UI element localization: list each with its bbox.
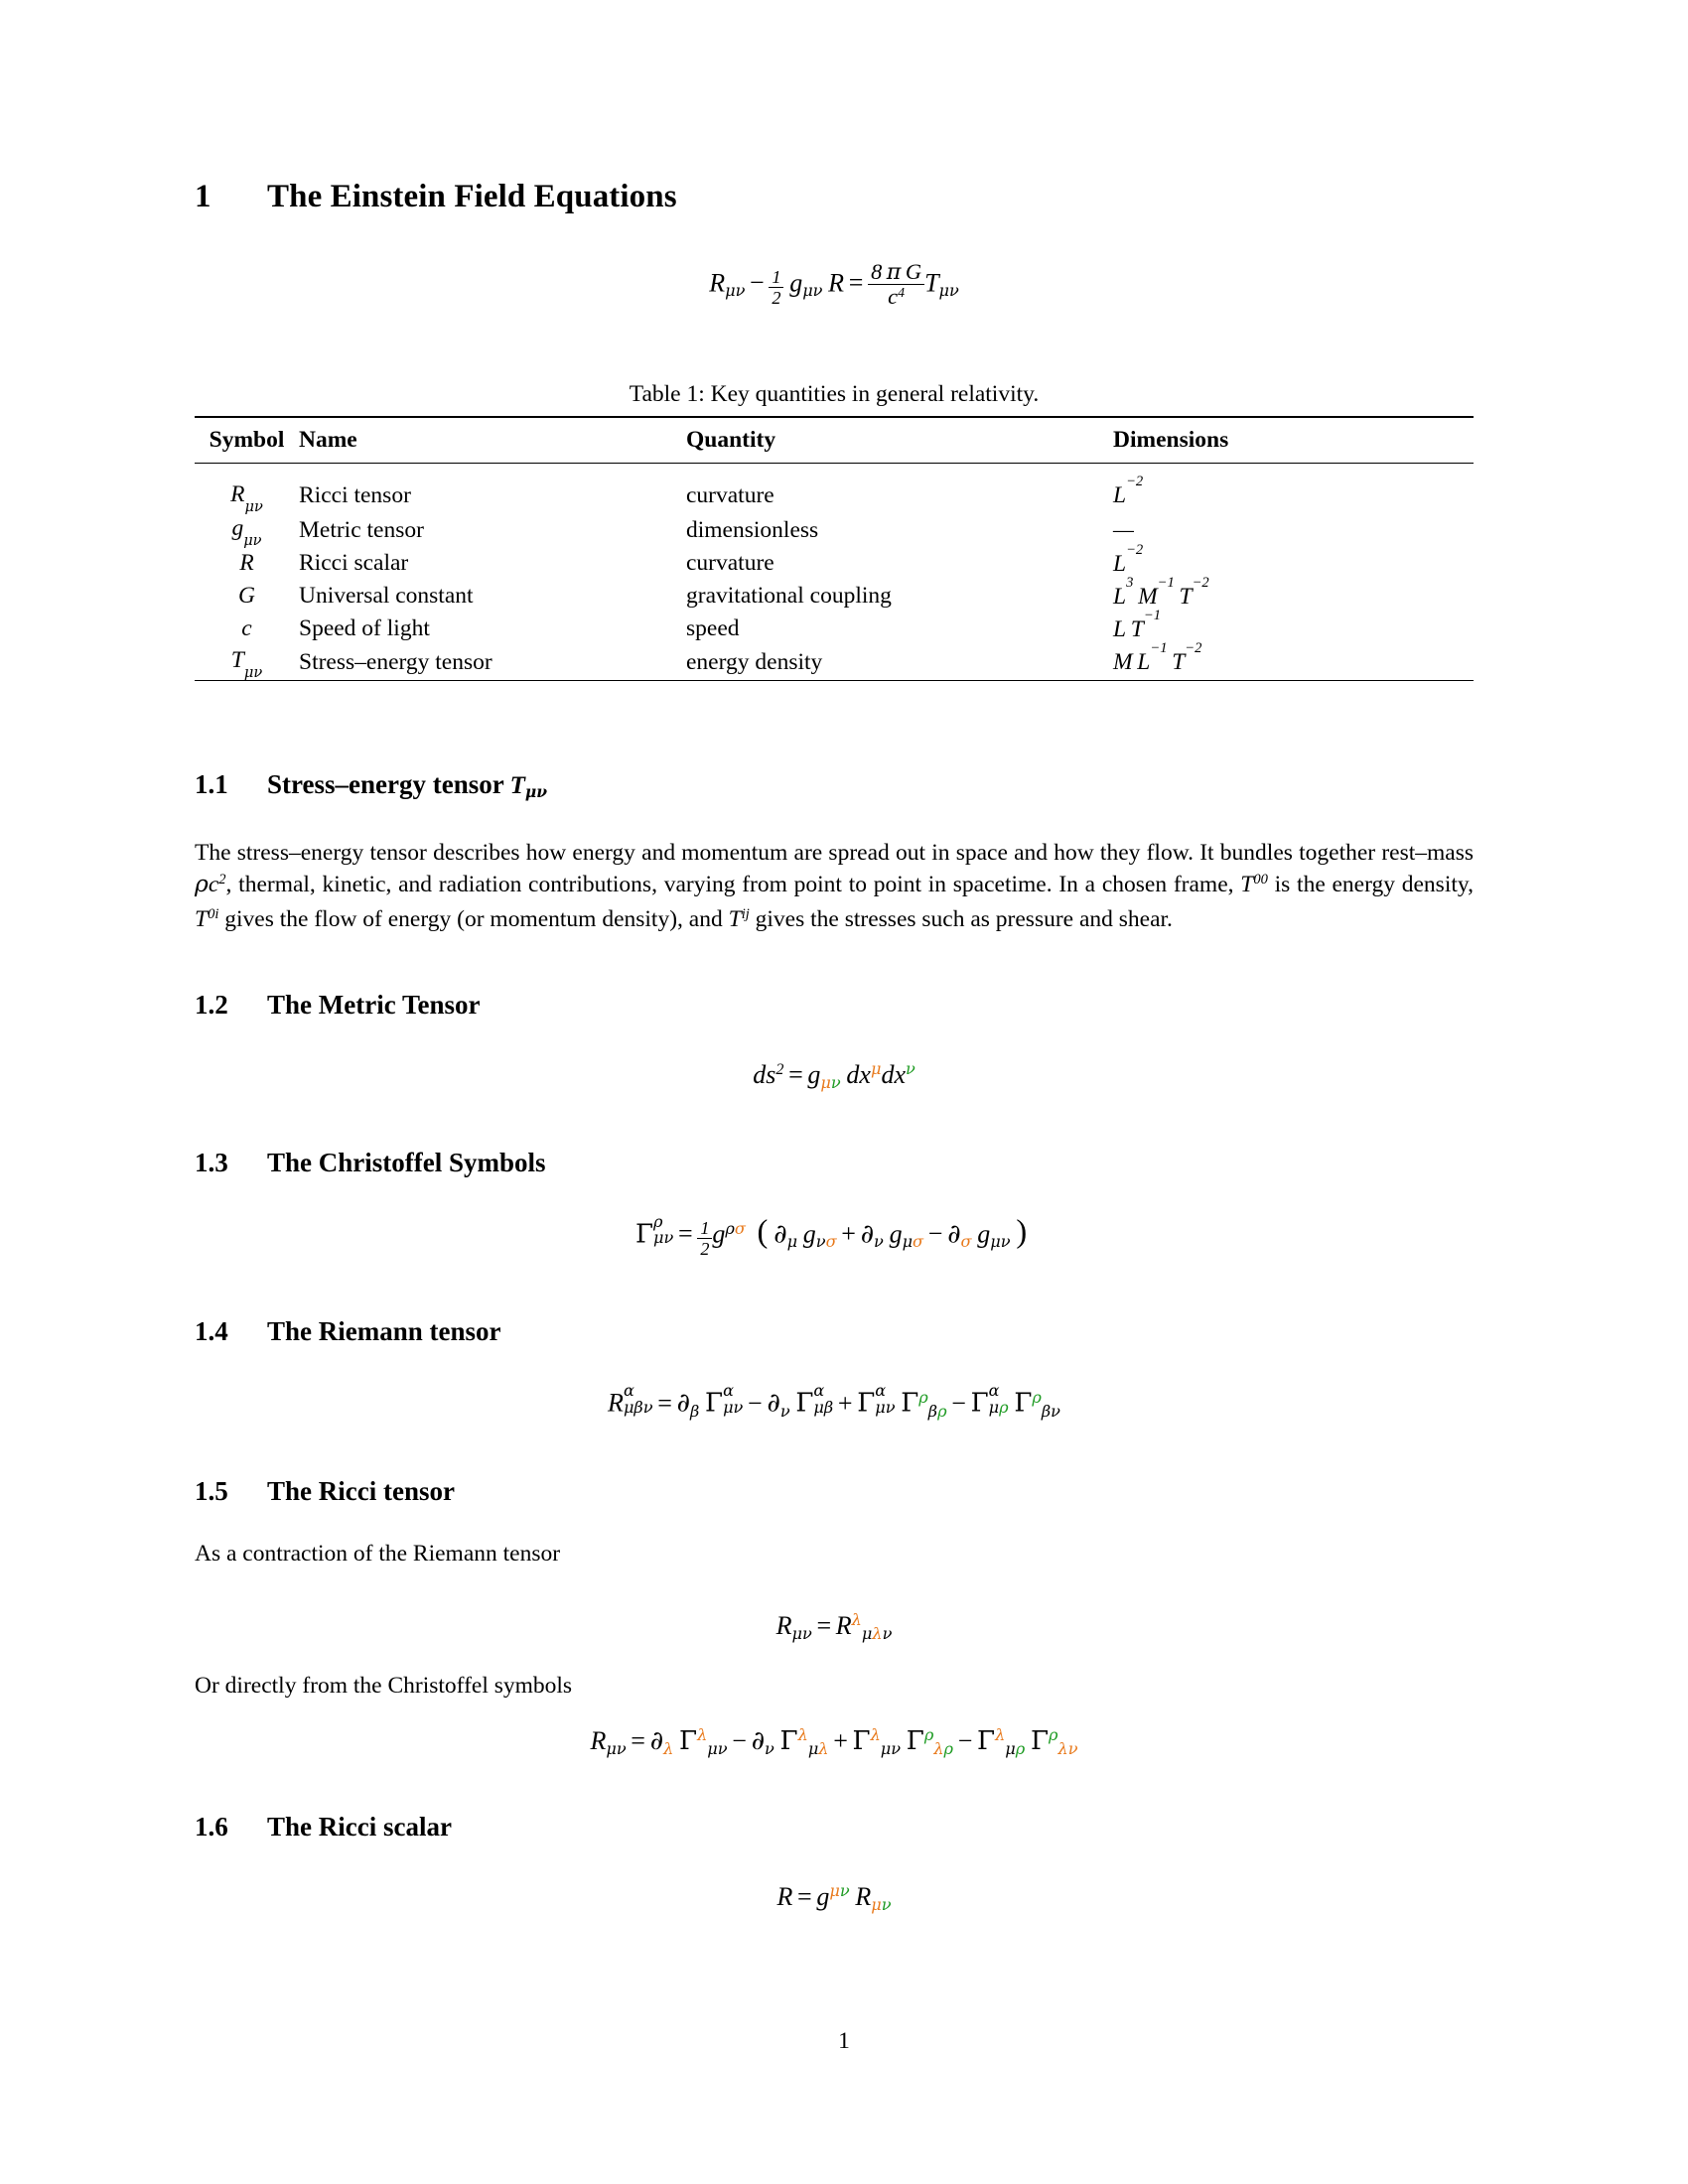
row-name: Ricci tensor — [299, 481, 411, 508]
row-quantity: speed — [686, 615, 740, 641]
section-heading-1-6 — [195, 1812, 1474, 1843]
section-number: 1 — [195, 179, 211, 214]
table-header-quantity: Quantity — [686, 417, 1113, 464]
equation-metric-tensor: $ds^2 = g\mu\nu$ $dx^\mu dx^\nu$ — [753, 1059, 915, 1092]
section-title: The Christoffel Symbols — [267, 1148, 546, 1178]
row-symbol: $g_{\mu\nu}$ — [231, 515, 262, 550]
section-heading-1-1 — [195, 769, 1474, 800]
section-title-math: Tμν — [509, 771, 548, 802]
table-row — [195, 478, 1474, 513]
row-symbol: c — [241, 615, 252, 641]
equation-ricci-christoffel: Rμν = ∂λ $\Gamma^\lambda\mu\nu - \partial\nu$ $\Gamma^\lambda\mu\lambda + \Gamma^\lambda\mu\nu$ $\Gamma^\rho\lambda\rho - \Gamma^\lambda\mu\rho$ $\Gamma^\rho\lambda\nu$ — [590, 1724, 1078, 1758]
section-number: 1.2 — [195, 990, 228, 1021]
equation-christoffel-symbols: Γ ρ μν = $\frac{1}{2}$ $g^{\rho\sigma}$ ( ∂μ gνσ + ∂ν gμσ − ∂σ gμν ) — [634, 1212, 1028, 1260]
row-dimensions: M $L^{-1}$ $T^{-2}$ — [1113, 640, 1202, 676]
section-title: The Riemann tensor — [267, 1316, 501, 1347]
section-number: 1.1 — [195, 768, 228, 799]
section-heading-1-3 — [195, 1148, 1474, 1178]
section-heading-1 — [195, 179, 1474, 215]
table-row — [195, 464, 1474, 479]
row-quantity: gravitational coupling — [686, 583, 892, 610]
section-heading-1-2 — [195, 990, 1474, 1021]
row-name: Universal constant — [299, 583, 474, 610]
table-header-dimensions: Dimensions — [1113, 417, 1474, 464]
table-row — [195, 513, 1474, 548]
row-symbol: G — [238, 583, 255, 610]
row-quantity: curvature — [686, 550, 774, 577]
table-row — [195, 547, 1474, 580]
table-row — [195, 645, 1474, 680]
section-number: 1.4 — [195, 1316, 228, 1347]
ricci-intro-2: Or directly from the Christoffel symbols — [195, 1673, 573, 1700]
section-title: Stress–energy tensor — [267, 768, 504, 799]
row-name: Metric tensor — [299, 516, 424, 543]
row-name: Stress–energy tensor — [299, 648, 492, 675]
table-header-name: Name — [299, 417, 686, 464]
table-caption: Table 1: Key quantities in general relativity. — [629, 381, 1040, 408]
section-number: 1.3 — [195, 1148, 228, 1178]
section-title: The Ricci scalar — [267, 1811, 452, 1842]
row-quantity: dimensionless — [686, 516, 819, 543]
section-heading-1-4 — [195, 1316, 1474, 1347]
row-dimensions: L $T^{-1}$ — [1113, 607, 1161, 642]
equation-riemann-tensor: R α μβν = ∂β Γ α μν − ∂ν Γ α μβ + Γ α μν $\Gamma^\rho\beta\rho - \Gamma$ α μρ $\Gamma^\rho\beta\nu$ — [608, 1381, 1060, 1421]
page-number: 1 — [838, 2028, 850, 2054]
section-number: 1.6 — [195, 1811, 228, 1842]
table-body — [195, 464, 1474, 692]
equation-ricci-scalar: $R = g^{\mu\nu}$ Rμν — [776, 1880, 892, 1914]
row-symbol: R — [239, 550, 254, 577]
ricci-intro-1: As a contraction of the Riemann tensor — [195, 1540, 561, 1567]
stress-energy-paragraph: The stress–energy tensor describes how energy and momentum are spread out in space and how they flow. It bundles together rest–mass $\rho c^2$, thermal, kinetic, and radiation contributions, varying from point to point in spacetime. In a chosen frame, $T^{00}$ is the energy density, $T^{0i}$ gives the flow of energy (or momentum density), and $T^{ij}$ gives the stresses such as pressure and shear. — [195, 839, 1474, 932]
equation-ricci-contraction: $R\mu\nu = R^\lambda\mu\lambda\nu$ — [775, 1610, 893, 1644]
row-dimensions: $L^{-2}$ — [1113, 474, 1144, 509]
row-name: Ricci scalar — [299, 550, 409, 577]
table-header-row — [195, 417, 1474, 464]
section-title: The Metric Tensor — [267, 990, 481, 1021]
section-number: 1.5 — [195, 1475, 228, 1506]
row-quantity: curvature — [686, 481, 774, 508]
table-row — [195, 580, 1474, 613]
key-quantities-table — [195, 416, 1474, 692]
row-dimensions: $L^3$ $M^{-1}$ $T^{-2}$ — [1113, 574, 1209, 610]
table-header — [195, 417, 1474, 464]
page-content — [195, 0, 1474, 1912]
table-row — [195, 680, 1474, 692]
section-title: The Einstein Field Equations — [267, 179, 677, 214]
row-symbol: $T_{\mu\nu}$ — [230, 647, 263, 682]
row-dimensions: $L^{-2}$ — [1113, 541, 1144, 577]
row-name: Speed of light — [299, 615, 430, 641]
table-row — [195, 613, 1474, 645]
row-dimensions: — — [1113, 516, 1134, 543]
section-heading-1-5 — [195, 1476, 1474, 1507]
row-symbol: $R_{\mu\nu}$ — [230, 480, 263, 515]
row-quantity: energy density — [686, 648, 823, 675]
equation-einstein-field: Rμν − $\frac{1}{2}$ gμν R = $\frac{\text{8 π G}}{c^4}$ Tμν — [709, 259, 959, 310]
table-header-symbol: Symbol — [195, 417, 299, 464]
section-title: The Ricci tensor — [267, 1475, 455, 1506]
